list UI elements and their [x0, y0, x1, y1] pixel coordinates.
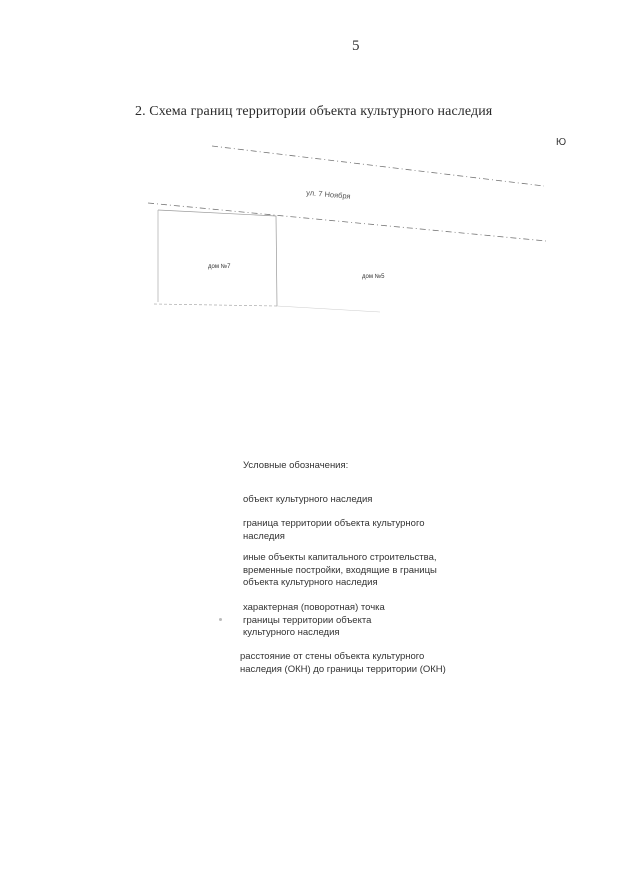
street-edge-upper: [212, 146, 544, 186]
section-heading: 2. Схема границ территории объекта культурного наследия: [135, 104, 493, 119]
house-5-boundary: [277, 306, 380, 312]
house-5-label: дом №5: [362, 274, 385, 280]
legend-item-text: объект культурного наследия: [243, 494, 373, 505]
legend-item-text: характерная (поворотная) точка: [243, 602, 385, 613]
legend-item-heritage-object: [243, 494, 493, 507]
legend-item-text: границы территории объекта: [243, 614, 372, 626]
legend-item-territory-boundary: [243, 518, 493, 543]
street-edge-lower: [148, 203, 546, 241]
legend-item-text: расстояние от стены объекта культурного: [240, 651, 425, 662]
legend-item-text: объекта культурного наследия: [243, 577, 378, 588]
legend-item-text: граница территории объекта культурного: [243, 518, 425, 529]
legend-item-text: культурного наследия: [243, 627, 340, 638]
legend-item-text: иные объекты капитального строительства,: [243, 552, 437, 563]
scheme-drawing: [140, 130, 560, 320]
orientation-marker: Ю: [556, 137, 567, 148]
house-7-outline: [158, 210, 277, 306]
legend-title: Условные обозначения:: [243, 460, 349, 471]
legend-item-turning-point: [243, 602, 493, 640]
legend-item-text: наследия: [243, 530, 285, 542]
legend-item-other-objects: [243, 552, 493, 590]
street-label: ул. 7 Ноября: [305, 188, 351, 201]
house-7-label: дом №7: [208, 264, 231, 270]
page-number: 5: [352, 38, 360, 54]
legend-item-text: наследия (ОКН) до границы территории (ОКН): [240, 663, 446, 675]
legend-item-distance: [240, 651, 490, 676]
turning-point-mark: [219, 618, 222, 621]
house-7-bottom-wall: [154, 304, 277, 306]
legend-item-text: временные постройки, входящие в границы: [243, 564, 437, 576]
territory-scheme: [140, 130, 560, 320]
